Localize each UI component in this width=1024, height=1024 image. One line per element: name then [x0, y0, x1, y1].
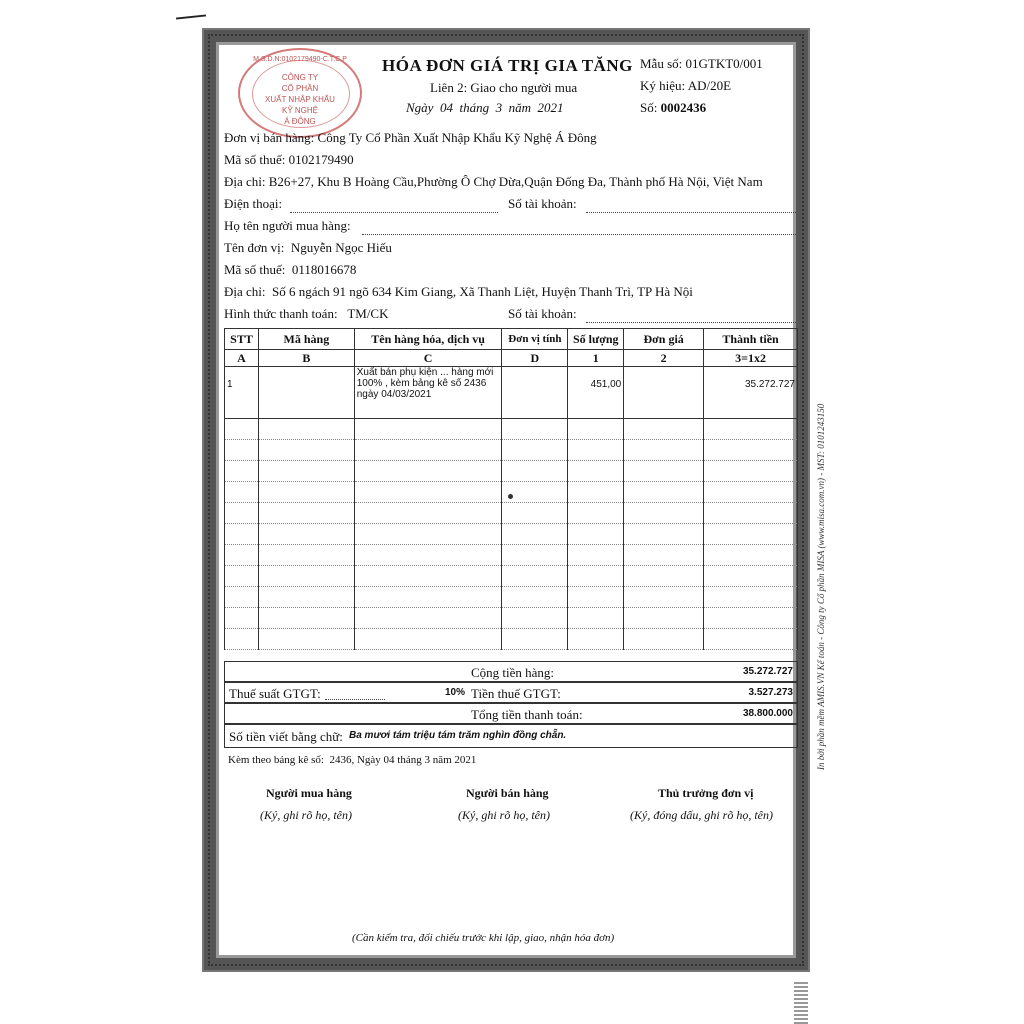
- attachment-note: Kèm theo bảng kê số: 2436, Ngày 04 tháng 3 năm 2021: [228, 754, 477, 766]
- col-name: Tên hàng hóa, dịch vụ: [354, 329, 502, 350]
- buyer-name-label: Họ tên người mua hàng:: [224, 218, 351, 233]
- row-price: [624, 367, 704, 419]
- table-row: [225, 545, 798, 566]
- col-qty: Số lượng: [568, 329, 624, 350]
- code-c: C: [354, 350, 502, 367]
- code-b: B: [258, 350, 354, 367]
- buyer-address: Địa chỉ: Số 6 ngách 91 ngõ 634 Kim Giang, Xã Thanh Liệt, Huyện Thanh Trì, TP Hà Nội: [224, 284, 693, 299]
- subtotal-value: 35.272.727: [742, 666, 793, 677]
- buyer-unit: Tên đơn vị: Nguyễn Ngọc Hiếu: [224, 240, 392, 255]
- stamp-line-3: XUẤT NHẬP KHẨU: [265, 95, 335, 104]
- buyer-sign-title: Người mua hàng: [266, 786, 352, 800]
- code-a: A: [225, 350, 259, 367]
- footer-note: (Cần kiểm tra, đối chiếu trước khi lập, giao, nhận hóa đơn): [352, 932, 615, 944]
- stamp-line-4: KỸ NGHỆ: [281, 106, 318, 115]
- side-print-note: In bởi phần mềm AMIS.VN Kế toán - Công ty Cổ phần MISA (www.misa.com.vn) - MST: 0101243150: [816, 403, 826, 770]
- buyer-account-label: Số tài khoản:: [508, 306, 577, 321]
- pen-mark: [176, 14, 206, 19]
- col-unit: Đơn vị tính: [502, 329, 568, 350]
- seller-name: Đơn vị bán hàng: Công Ty Cổ Phần Xuất Nhập Khẩu Kỹ Nghệ Á Đông: [224, 130, 597, 145]
- row-unit: [502, 367, 568, 419]
- subtotal-row: [224, 661, 798, 682]
- subtotal-label: Cộng tiền hàng:: [471, 665, 555, 680]
- table-row: [225, 524, 798, 545]
- table-row: [225, 482, 798, 503]
- table-row: [225, 566, 798, 587]
- invoice-date: Ngày 04 tháng 3 năm 2021: [406, 100, 564, 115]
- seller-address: Địa chỉ: B26+27, Khu B Hoàng Cầu,Phường Ô Chợ Dừa,Quận Đống Đa, Thành phố Hà Nội, Việt Nam: [224, 174, 763, 189]
- table-row: [225, 503, 798, 524]
- code-d: D: [502, 350, 568, 367]
- scan-speck: [508, 494, 513, 499]
- table-row: [225, 587, 798, 608]
- copy-note: Liên 2: Giao cho người mua: [430, 80, 578, 95]
- code-3: 3=1x2: [704, 350, 798, 367]
- payment-method: Hình thức thanh toán: TM/CK: [224, 306, 389, 321]
- seller-account-label: Số tài khoản:: [508, 196, 577, 211]
- words-value: Ba mươi tám triệu tám trăm nghìn đồng chẵn.: [349, 730, 567, 741]
- col-stt: STT: [225, 329, 259, 350]
- stamp-line-2: CỔ PHẦN: [281, 84, 319, 93]
- seller-sign-title: Người bán hàng: [466, 786, 549, 800]
- vat-row: [224, 682, 798, 703]
- table-row: [225, 367, 798, 419]
- table-row: [225, 419, 798, 440]
- code-2: 2: [624, 350, 704, 367]
- scan-artifact: [794, 982, 808, 1024]
- company-stamp: [238, 48, 362, 138]
- row-name: Xuất bán phụ kiện ... hàng mới 100% , kèm bảng kê số 2436 ngày 04/03/2021: [354, 367, 502, 419]
- table-row: [225, 608, 798, 629]
- vat-label: Tiền thuế GTGT:: [471, 686, 561, 701]
- row-qty: 451,00: [568, 367, 624, 419]
- stamp-line-1: CÔNG TY: [281, 73, 319, 82]
- row-amount: 35.272.727: [704, 367, 798, 419]
- stamp-line-5: Á ĐÔNG: [284, 117, 316, 126]
- head-sign-hint: (Ký, đóng dấu, ghi rõ họ, tên): [630, 808, 773, 822]
- words-label: Số tiền viết bằng chữ:: [229, 729, 343, 744]
- code-1: 1: [568, 350, 624, 367]
- seller-phone-label: Điện thoại:: [224, 196, 283, 211]
- total-row: [224, 703, 798, 724]
- items-table: [224, 328, 798, 650]
- invoice-symbol: Ký hiệu: AD/20E: [640, 78, 732, 93]
- table-row: [225, 440, 798, 461]
- buyer-tax: Mã số thuế: 0118016678: [224, 262, 357, 277]
- seller-tax: Mã số thuế: 0102179490: [224, 152, 354, 167]
- col-amount: Thành tiền: [704, 329, 798, 350]
- words-row: [224, 724, 798, 748]
- form-number: Mẫu số: 01GTKT0/001: [640, 56, 763, 71]
- col-price: Đơn giá: [624, 329, 704, 350]
- stamp-ring-text: M.S.D.N:0102179490-C.T.C.P: [253, 56, 347, 63]
- row-code: [258, 367, 354, 419]
- vat-rate-label: Thuế suất GTGT:: [229, 686, 321, 701]
- invoice-number: Số: 0002436: [640, 100, 707, 115]
- table-row: [225, 461, 798, 482]
- buyer-sign-hint: (Ký, ghi rõ họ, tên): [260, 808, 352, 822]
- total-value: 38.800.000: [742, 708, 793, 719]
- invoice-sheet: [204, 30, 808, 970]
- seller-sign-hint: (Ký, ghi rõ họ, tên): [458, 808, 550, 822]
- col-code: Mã hàng: [258, 329, 354, 350]
- row-stt: 1: [225, 367, 259, 419]
- invoice-title: HÓA ĐƠN GIÁ TRỊ GIA TĂNG: [382, 56, 633, 75]
- vat-rate-value: 10%: [445, 687, 466, 698]
- vat-value: 3.527.273: [748, 687, 793, 698]
- total-label: Tổng tiền thanh toán:: [471, 707, 583, 722]
- head-sign-title: Thủ trưởng đơn vị: [658, 786, 754, 800]
- table-row: [225, 629, 798, 650]
